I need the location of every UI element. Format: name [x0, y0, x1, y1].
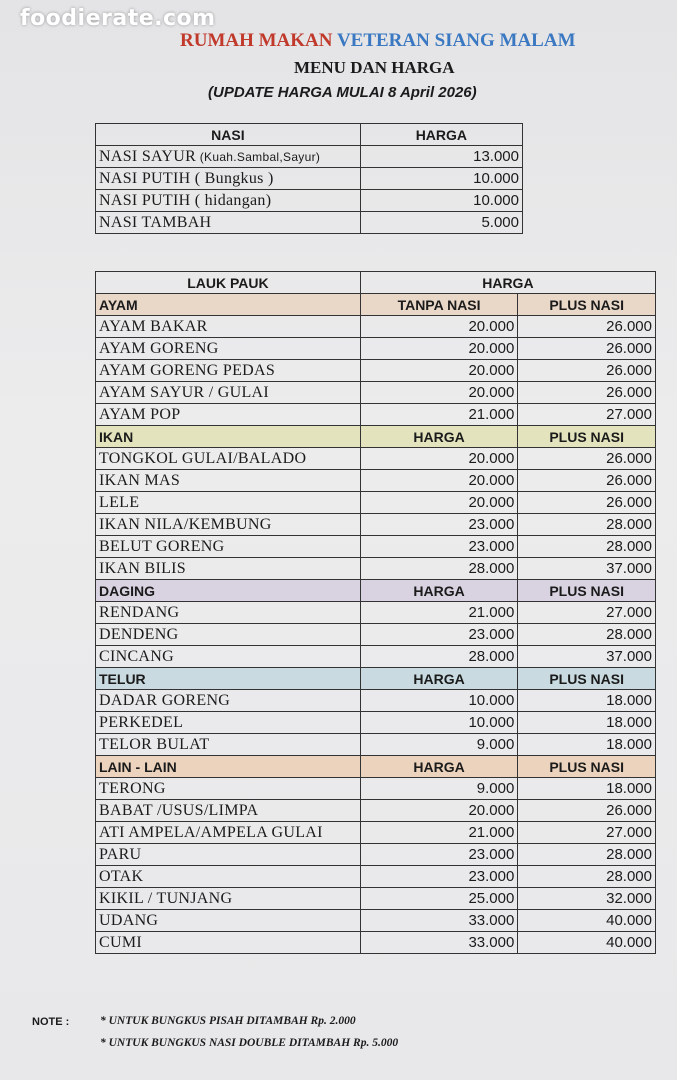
item-price: 20.000: [360, 382, 518, 404]
nasi-table: [95, 123, 523, 234]
item-name: [96, 146, 361, 168]
category-row: [96, 294, 656, 316]
item-name: AYAM GORENG PEDAS: [96, 360, 361, 382]
update-date: (UPDATE HARGA MULAI 8 April 2026): [208, 84, 477, 101]
item-price-plus-nasi: 27.000: [518, 602, 656, 624]
item-name: AYAM SAYUR / GULAI: [96, 382, 361, 404]
item-price-plus-nasi: 26.000: [518, 800, 656, 822]
item-price: 5.000: [360, 212, 522, 234]
note-label: NOTE :: [32, 1016, 70, 1028]
category-name: DAGING: [96, 580, 361, 602]
item-price: 23.000: [360, 844, 518, 866]
table-row: [96, 558, 656, 580]
category-plus-nasi-header: PLUS NASI: [518, 668, 656, 690]
item-price-plus-nasi: 27.000: [518, 822, 656, 844]
item-price-plus-nasi: 26.000: [518, 448, 656, 470]
nasi-header: NASI: [96, 124, 361, 146]
item-price-plus-nasi: 28.000: [518, 536, 656, 558]
harga-header: HARGA: [360, 124, 522, 146]
item-name: IKAN MAS: [96, 470, 361, 492]
lauk-pauk-header: LAUK PAUK: [96, 272, 361, 294]
item-name: RENDANG: [96, 602, 361, 624]
table-row: [96, 168, 523, 190]
table-row: [96, 448, 656, 470]
item-name: AYAM POP: [96, 404, 361, 426]
item-price: 20.000: [360, 492, 518, 514]
item-price-plus-nasi: 26.000: [518, 470, 656, 492]
item-price: 28.000: [360, 646, 518, 668]
category-name: IKAN: [96, 426, 361, 448]
table-row: [96, 624, 656, 646]
item-name: IKAN NILA/KEMBUNG: [96, 514, 361, 536]
lauk-harga-header: HARGA: [360, 272, 655, 294]
table-row: [96, 338, 656, 360]
table-row: [96, 690, 656, 712]
menu-subtitle: MENU DAN HARGA: [294, 58, 455, 77]
table-row: [96, 646, 656, 668]
table-row: [96, 866, 656, 888]
item-name: DADAR GORENG: [96, 690, 361, 712]
item-price: 20.000: [360, 338, 518, 360]
item-name-text: NASI PUTIH ( hidangan): [99, 191, 272, 209]
category-row: [96, 580, 656, 602]
item-price: 28.000: [360, 558, 518, 580]
category-plus-nasi-header: PLUS NASI: [518, 294, 656, 316]
note-line: * UNTUK BUNGKUS PISAH DITAMBAH Rp. 2.000: [100, 1015, 356, 1027]
item-price-plus-nasi: 26.000: [518, 360, 656, 382]
item-price: 10.000: [360, 168, 522, 190]
category-price-header: HARGA: [360, 426, 518, 448]
table-row: [96, 404, 656, 426]
table-row: [96, 316, 656, 338]
item-name: AYAM GORENG: [96, 338, 361, 360]
category-name: LAIN - LAIN: [96, 756, 361, 778]
table-row: [96, 470, 656, 492]
table-row: [96, 212, 523, 234]
item-price: 20.000: [360, 448, 518, 470]
item-name: KIKIL / TUNJANG: [96, 888, 361, 910]
category-plus-nasi-header: PLUS NASI: [518, 756, 656, 778]
restaurant-name: [180, 30, 600, 52]
item-price: 9.000: [360, 734, 518, 756]
table-row: [96, 514, 656, 536]
item-name: TELOR BULAT: [96, 734, 361, 756]
item-price-plus-nasi: 18.000: [518, 778, 656, 800]
item-price: 10.000: [360, 190, 522, 212]
restaurant-name-part1: RUMAH MAKAN: [180, 30, 333, 51]
item-price-plus-nasi: 32.000: [518, 888, 656, 910]
table-row: [96, 492, 656, 514]
item-price-plus-nasi: 28.000: [518, 844, 656, 866]
category-row: [96, 756, 656, 778]
item-price: 23.000: [360, 514, 518, 536]
table-row: [96, 800, 656, 822]
category-plus-nasi-header: PLUS NASI: [518, 426, 656, 448]
item-price: 23.000: [360, 866, 518, 888]
item-name: CUMI: [96, 932, 361, 954]
item-price-plus-nasi: 37.000: [518, 646, 656, 668]
item-price: 23.000: [360, 536, 518, 558]
table-row: [96, 932, 656, 954]
item-price: 20.000: [360, 316, 518, 338]
category-row: [96, 668, 656, 690]
item-name: AYAM BAKAR: [96, 316, 361, 338]
category-price-header: TANPA NASI: [360, 294, 518, 316]
item-price: 33.000: [360, 932, 518, 954]
item-price-plus-nasi: 28.000: [518, 624, 656, 646]
table-row: [96, 712, 656, 734]
item-name-text: NASI PUTIH ( Bungkus ): [99, 169, 274, 187]
item-price-plus-nasi: 37.000: [518, 558, 656, 580]
item-name: BELUT GORENG: [96, 536, 361, 558]
restaurant-name-part2: VETERAN SIANG MALAM: [336, 30, 576, 51]
item-price: 33.000: [360, 910, 518, 932]
item-price-plus-nasi: 40.000: [518, 910, 656, 932]
table-row: [96, 910, 656, 932]
category-name: TELUR: [96, 668, 361, 690]
item-price-plus-nasi: 40.000: [518, 932, 656, 954]
item-name: TERONG: [96, 778, 361, 800]
table-row: [96, 734, 656, 756]
item-name: IKAN BILIS: [96, 558, 361, 580]
item-name: UDANG: [96, 910, 361, 932]
item-price-plus-nasi: 26.000: [518, 316, 656, 338]
item-price: 10.000: [360, 690, 518, 712]
item-name-text: NASI SAYUR: [99, 147, 197, 165]
table-row: [96, 536, 656, 558]
item-price-plus-nasi: 28.000: [518, 866, 656, 888]
item-price: 10.000: [360, 712, 518, 734]
category-price-header: HARGA: [360, 756, 518, 778]
item-name-text: NASI TAMBAH: [99, 213, 212, 231]
item-price: 20.000: [360, 360, 518, 382]
item-price-plus-nasi: 18.000: [518, 734, 656, 756]
table-row: [96, 778, 656, 800]
table-row: [96, 360, 656, 382]
item-name: [96, 168, 361, 190]
item-name: TONGKOL GULAI/BALADO: [96, 448, 361, 470]
table-row: [96, 602, 656, 624]
item-price-plus-nasi: 28.000: [518, 514, 656, 536]
item-price-plus-nasi: 26.000: [518, 492, 656, 514]
item-price: 20.000: [360, 470, 518, 492]
item-price: 21.000: [360, 602, 518, 624]
item-price: 20.000: [360, 800, 518, 822]
category-row: [96, 426, 656, 448]
table-row: [96, 190, 523, 212]
table-row: [96, 382, 656, 404]
item-name: PERKEDEL: [96, 712, 361, 734]
category-plus-nasi-header: PLUS NASI: [518, 580, 656, 602]
watermark: foodierate.com: [20, 6, 216, 31]
table-row: [96, 822, 656, 844]
table-row: [96, 146, 523, 168]
note-line: * UNTUK BUNGKUS NASI DOUBLE DITAMBAH Rp. 5.000: [100, 1037, 399, 1049]
item-price-plus-nasi: 27.000: [518, 404, 656, 426]
item-price-plus-nasi: 26.000: [518, 338, 656, 360]
item-price: 9.000: [360, 778, 518, 800]
item-note: (Kuah.Sambal,Sayur): [196, 149, 321, 164]
item-name: LELE: [96, 492, 361, 514]
item-name: CINCANG: [96, 646, 361, 668]
category-price-header: HARGA: [360, 668, 518, 690]
item-price: 21.000: [360, 404, 518, 426]
item-price-plus-nasi: 18.000: [518, 712, 656, 734]
lauk-pauk-table: [95, 271, 656, 954]
item-name: OTAK: [96, 866, 361, 888]
item-price-plus-nasi: 26.000: [518, 382, 656, 404]
item-price: 13.000: [360, 146, 522, 168]
item-name: PARU: [96, 844, 361, 866]
item-name: [96, 190, 361, 212]
table-row: [96, 888, 656, 910]
item-name: [96, 212, 361, 234]
item-name: DENDENG: [96, 624, 361, 646]
category-name: AYAM: [96, 294, 361, 316]
item-price: 23.000: [360, 624, 518, 646]
item-name: BABAT /USUS/LIMPA: [96, 800, 361, 822]
item-price: 25.000: [360, 888, 518, 910]
item-price: 21.000: [360, 822, 518, 844]
category-price-header: HARGA: [360, 580, 518, 602]
item-name: ATI AMPELA/AMPELA GULAI: [96, 822, 361, 844]
item-price-plus-nasi: 18.000: [518, 690, 656, 712]
table-row: [96, 844, 656, 866]
